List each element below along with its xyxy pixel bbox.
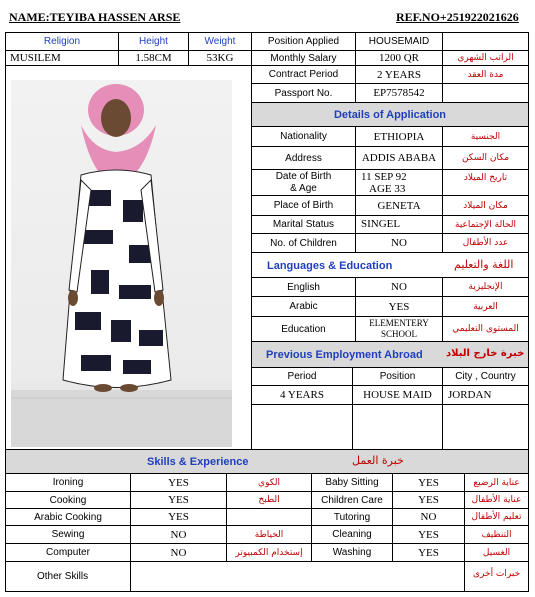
english-value: NO [355,277,443,297]
applicant-name: NAME:TEYIBA HASSEN ARSE [9,10,181,24]
pob-value: GENETA [355,195,443,216]
dob-label [251,169,356,196]
employment-col-position: Position [352,367,443,386]
children-arabic: عدد الأطفال [442,233,529,253]
dob-label-line1: Date of Birth [275,170,332,182]
employment-col-period: Period [251,367,353,386]
skill-right-label: Baby Sitting [311,473,393,492]
marital-label: Marital Status [251,215,356,234]
empty-cell [251,404,353,450]
skill-left-label: Cooking [5,491,131,509]
marital-value: SINGEL [355,215,443,234]
skill-right-ar: تعليم الأطفال [464,508,529,526]
skill-left-ar: الكوي [226,473,312,492]
contract-arabic: مدة العقد [442,65,529,84]
skill-left-value: YES [130,508,227,526]
religion-value: MUSILEM [5,50,119,66]
dob-arabic: تاريخ الميلاد [442,169,529,196]
religion-label: Religion [5,32,119,51]
skills-section-header [5,449,529,474]
skill-left-label: Computer [5,543,131,562]
address-label: Address [251,146,356,170]
details-section-title: Details of Application [251,102,529,127]
empty-cell [352,404,443,450]
other-skills-label: Other Skills [37,571,89,582]
languages-title: Languages & Education [267,260,393,272]
reference-number: REF.NO+251922021626 [396,10,519,24]
skill-right-value: YES [392,525,465,544]
other-skills-arabic-cell [464,561,529,592]
height-value: 1.58CM [118,50,189,66]
languages-section-header [251,252,529,278]
education-value-line1: ELEMENTERY [369,318,429,328]
applicant-photo [11,80,232,447]
other-skills-arabic: خبرات أخرى [473,569,521,579]
address-value: ADDIS ABABA [355,146,443,170]
skill-left-value: YES [130,473,227,492]
employment-title-arabic: خبرة خارج البلاد [446,348,525,359]
skill-right-label: Washing [311,543,393,562]
other-skills-label-cell [5,561,131,592]
arabic-label: Arabic [251,296,356,317]
skill-right-ar: عناية الأطفال [464,491,529,509]
empty-cell [442,32,529,51]
skill-right-value: YES [392,473,465,492]
employment-title: Previous Employment Abroad [266,349,423,361]
weight-label: Weight [188,32,252,51]
salary-label: Monthly Salary [251,50,356,66]
contract-label: Contract Period [251,65,356,84]
weight-value: 53KG [188,50,252,66]
height-label: Height [118,32,189,51]
employment-country: JORDAN [442,385,529,405]
skill-left-label: Arabic Cooking [5,508,131,526]
marital-arabic: الحالة الإجتماعية [442,215,529,234]
education-value [355,316,443,342]
skill-right-ar: الغسيل [464,543,529,562]
skill-left-ar: الطبخ [226,491,312,509]
skill-left-value: YES [130,491,227,509]
age-value: AGE 33 [369,182,406,195]
dob-date: 11 SEP 92 [361,170,407,183]
skill-right-label: Tutoring [311,508,393,526]
employment-period: 4 YEARS [251,385,353,405]
skill-left-label: Sewing [5,525,131,544]
nationality-value: ETHIOPIA [355,126,443,147]
skill-left-ar: الخياطة [226,525,312,544]
salary-arabic: الراتب الشهري [442,50,529,66]
education-arabic: المستوى التعليمي [442,316,529,342]
dob-value [355,169,443,196]
empty-cell [442,83,529,103]
children-label: No. of Children [251,233,356,253]
skill-right-label: Children Care [311,491,393,509]
skill-left-value: NO [130,543,227,562]
passport-value: EP7578542 [355,83,443,103]
empty-cell [442,404,529,450]
dob-label-line2: & Age [290,182,317,194]
passport-label: Passport No. [251,83,356,103]
arabic-value: YES [355,296,443,317]
languages-title-arabic: اللغة والتعليم [454,258,514,271]
position-applied-value: HOUSEMAID [355,32,443,51]
employment-col-country: City , Country [442,367,529,386]
skill-right-value: YES [392,491,465,509]
english-label: English [251,277,356,297]
salary-value: 1200 QR [355,50,443,66]
employment-position: HOUSE MAID [352,385,443,405]
skills-title-arabic: خبرة العمل [352,454,404,467]
employment-section-header [251,341,529,368]
children-value: NO [355,233,443,253]
skill-right-ar: التنظيف [464,525,529,544]
pob-label: Place of Birth [251,195,356,216]
skill-right-label: Cleaning [311,525,393,544]
nationality-label: Nationality [251,126,356,147]
skill-left-ar [226,508,312,526]
arabic-arabic: العربية [442,296,529,317]
skill-right-value: YES [392,543,465,562]
skill-left-ar: إستخدام الكمبيوتر [226,543,312,562]
education-label: Education [251,316,356,342]
skill-right-value: NO [392,508,465,526]
contract-value: 2 YEARS [355,65,443,84]
nationality-arabic: الجنسية [442,126,529,147]
english-arabic: الإنجليزية [442,277,529,297]
pob-arabic: مكان الميلاد [442,195,529,216]
skill-left-label: Ironing [5,473,131,492]
skill-left-value: NO [130,525,227,544]
skills-title: Skills & Experience [147,456,249,468]
skill-right-ar: عناية الرضيع [464,473,529,492]
address-arabic: مكان السكن [442,146,529,170]
other-skills-value [130,561,465,592]
position-applied-label: Position Applied [251,32,356,51]
education-value-line2: SCHOOL [380,329,417,339]
